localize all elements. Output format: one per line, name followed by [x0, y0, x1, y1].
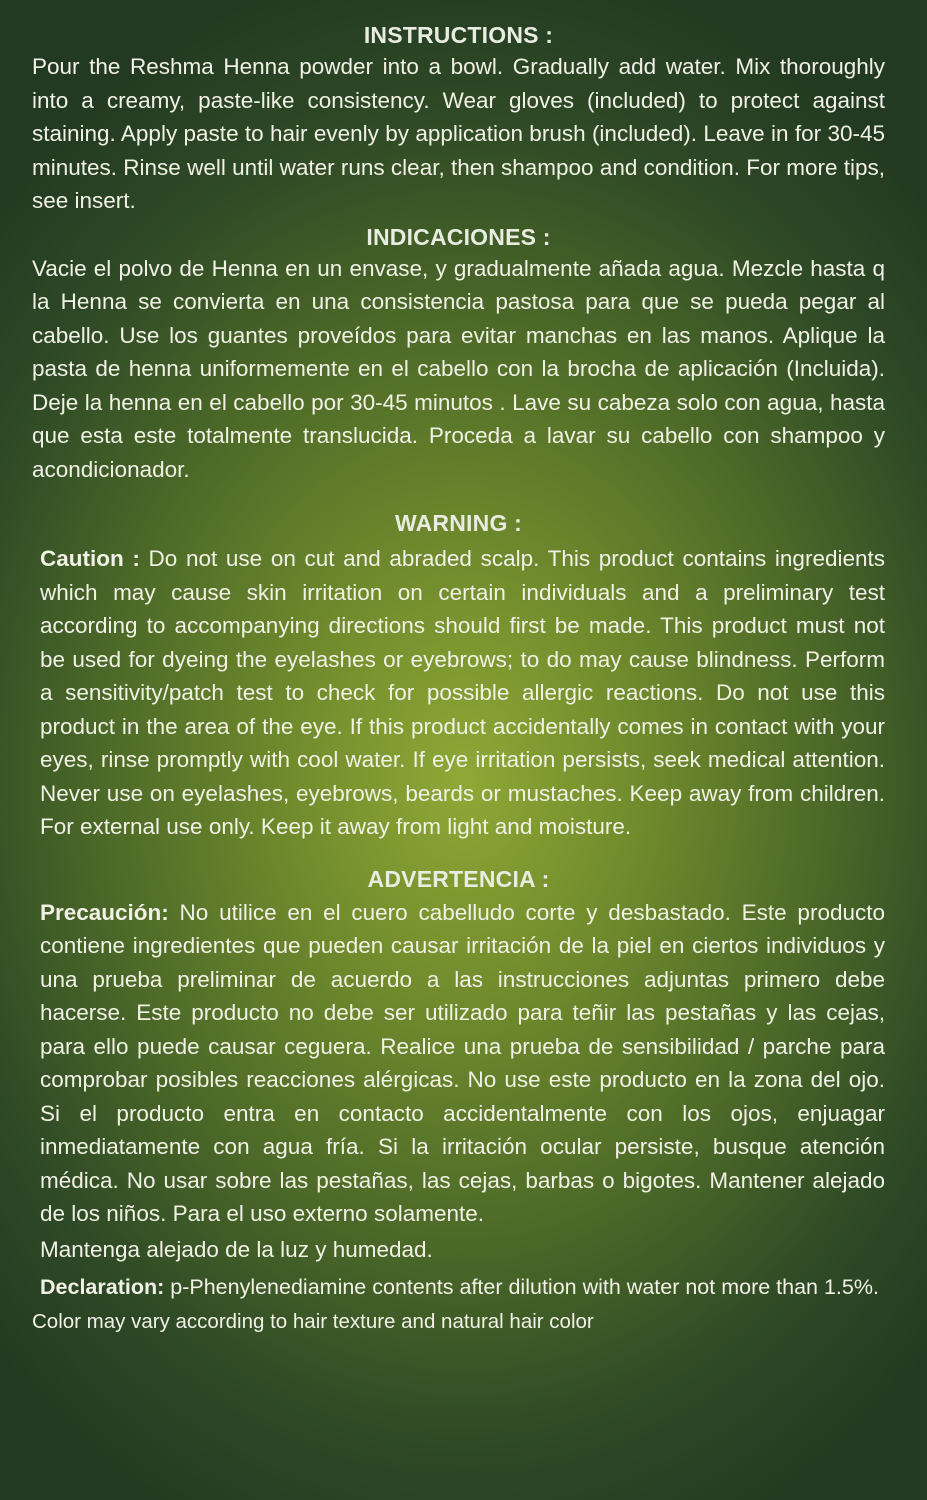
- precaucion-label: Precaución:: [40, 899, 169, 925]
- indicaciones-heading: INDICACIONES :: [366, 223, 551, 250]
- warning-paragraph: [32, 542, 885, 844]
- color-footnote: Color may vary according to hair texture and natural hair color: [32, 1310, 594, 1333]
- caution-label: Caution :: [40, 546, 140, 571]
- warning-heading: WARNING :: [394, 510, 522, 536]
- advertencia-text: No utilice en el cuero cabelludo corte y desbastado. Este producto contiene ingredientes que pueden causar irritación de la piel en ciertos individuos y una prueba preliminar de acuerdo a las instrucciones adjuntas primero debe hacerse. Este producto no debe ser utilizado para teñir las pestañas y las cejas, para ello puede causar ceguera. Realice una prueba de sensibilidad / parche para comprobar posibles reacciones alérgicas. No use este producto en la zona del ojo. Si el producto entra en contacto accidentalmente con los ojos, enjuagar inmediatamente con agua fría. Si la irritación ocular persiste, busque atención médica. No usar sobre las pestañas, las cejas, barbas o bigotes. Mantener alejado de los niños. Para el uso externo solamente.: [40, 899, 885, 1226]
- declaration-paragraph: [32, 1272, 885, 1303]
- declaration-label: Declaration:: [40, 1275, 165, 1299]
- indicaciones-text: Vacie el polvo de Henna en un envase, y gradualmente añada agua. Mezcle hasta q la Henna se convierta en una consistencia pastosa para que se pueda pegar al cabello. Use los guantes proveídos para evitar manchas en las manos. Aplique la pasta de henna uniformemente en el cabello con la brocha de aplicación (Incluida). Deje la henna en el cabello por 30-45 minutos . Lave su cabeza solo con agua, hasta que esta este totalmente translucida. Proceda a lavar su cabello con shampoo y acondicionador.: [32, 255, 885, 482]
- advertencia-extra-text: Mantenga alejado de la luz y humedad.: [40, 1236, 433, 1262]
- warning-text: Do not use on cut and abraded scalp. This product contains ingredients which may cause skin irritation on certain individuals and a preliminary test according to accompanying directions should first be made. This product must not be used for dyeing the eyelashes or eyebrows; to do may cause blindness. Perform a sensitivity/patch test to check for possible allergic reactions. Do not use this product in the area of the eye. If this product accidentally comes in contact with your eyes, rinse promptly with cool water. If eye irritation persists, seek medical attention. Never use on eyelashes, eyebrows, beards or mustaches. Keep away from children. For external use only. Keep it away from light and moisture.: [40, 546, 885, 839]
- advertencia-heading: ADVERTENCIA :: [367, 865, 550, 892]
- advertencia-paragraph: [32, 896, 885, 1231]
- instructions-text: Pour the Reshma Henna powder into a bowl. Gradually add water. Mix thoroughly into a creamy, paste-like consistency. Wear gloves (included) to protect against staining. Apply paste to hair evenly by application brush (included). Leave in for 30-45 minutes. Rinse well until water runs clear, then shampoo and condition. For more tips, see insert.: [32, 54, 885, 213]
- declaration-text: p-Phenylenediamine contents after dilution with water not more than 1.5%.: [164, 1275, 879, 1299]
- instructions-heading: INSTRUCTIONS :: [363, 22, 554, 48]
